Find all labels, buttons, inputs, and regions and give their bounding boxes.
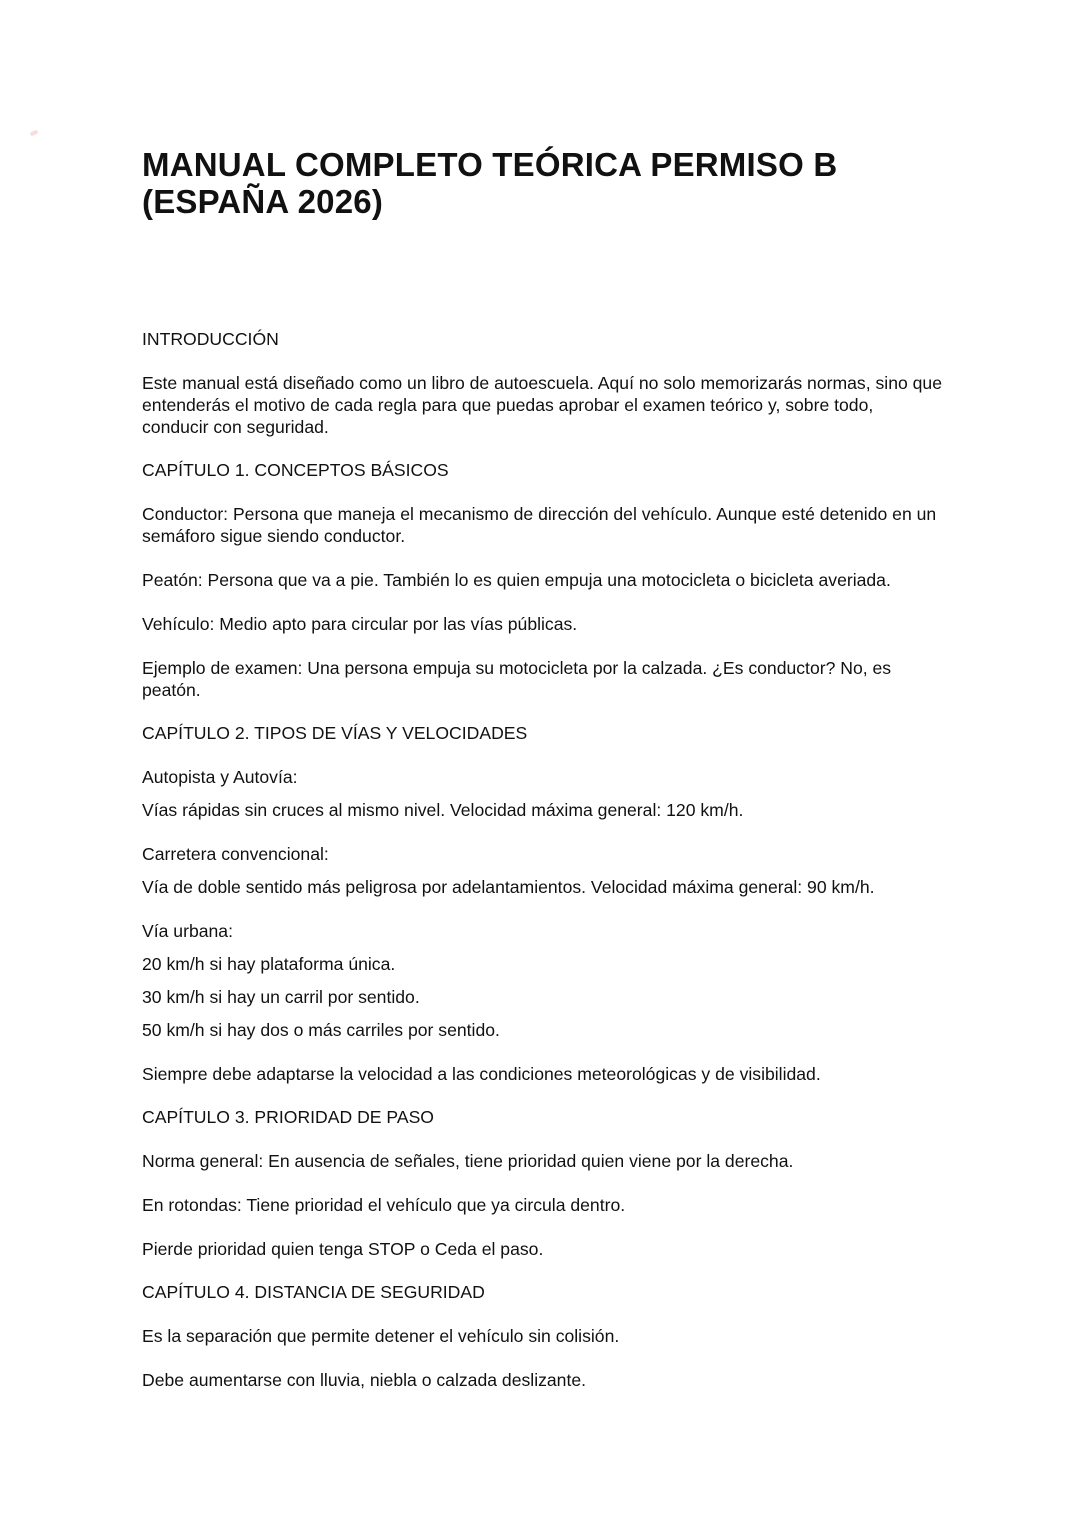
pen-mark bbox=[30, 129, 39, 136]
urbana-label: Vía urbana: bbox=[142, 921, 233, 941]
chapter-1-heading: CAPÍTULO 1. CONCEPTOS BÁSICOS bbox=[142, 460, 449, 480]
safety-distance-increase: Debe aumentarse con lluvia, niebla o calzada deslizante. bbox=[142, 1370, 587, 1390]
safety-distance-definition: Es la separación que permite detener el vehículo sin colisión. bbox=[142, 1326, 620, 1346]
priority-roundabouts: En rotondas: Tiene prioridad el vehículo que ya circula dentro. bbox=[142, 1195, 626, 1215]
intro-paragraph: Este manual está diseñado como un libro de autoescuela. Aquí no solo memorizarás normas, sino que entenderás el motivo de cada regla para que puedas aprobar el examen teórico y, sobre todo, conducir con seguridad. bbox=[142, 373, 942, 437]
definition-vehiculo: Vehículo: Medio apto para circular por las vías públicas. bbox=[142, 614, 578, 634]
chapter-2-heading: CAPÍTULO 2. TIPOS DE VÍAS Y VELOCIDADES bbox=[142, 723, 528, 743]
priority-general-rule: Norma general: En ausencia de señales, tiene prioridad quien viene por la derecha. bbox=[142, 1151, 794, 1171]
exam-example: Ejemplo de examen: Una persona empuja su motocicleta por la calzada. ¿Es conductor? No, es peatón. bbox=[142, 658, 892, 700]
chapter-3-heading: CAPÍTULO 3. PRIORIDAD DE PASO bbox=[142, 1107, 434, 1127]
urbana-item: 30 km/h si hay un carril por sentido. bbox=[142, 987, 420, 1007]
autopista-label: Autopista y Autovía: bbox=[142, 767, 298, 787]
autopista-text: Vías rápidas sin cruces al mismo nivel. Velocidad máxima general: 120 km/h. bbox=[142, 800, 744, 820]
definition-peaton: Peatón: Persona que va a pie. También lo es quien empuja una motocicleta o bicicleta averiada. bbox=[142, 570, 891, 590]
page-content bbox=[142, 146, 942, 1391]
priority-lost: Pierde prioridad quien tenga STOP o Ceda el paso. bbox=[142, 1239, 544, 1259]
document-title: MANUAL COMPLETO TEÓRICA PERMISO B (ESPAÑA 2026) bbox=[142, 146, 838, 220]
convencional-label: Carretera convencional: bbox=[142, 844, 329, 864]
convencional-text: Vía de doble sentido más peligrosa por adelantamientos. Velocidad máxima general: 90 km/h. bbox=[142, 877, 875, 897]
intro-heading: INTRODUCCIÓN bbox=[142, 329, 279, 349]
urbana-item: 50 km/h si hay dos o más carriles por sentido. bbox=[142, 1020, 500, 1040]
definition-conductor: Conductor: Persona que maneja el mecanismo de dirección del vehículo. Aunque esté detenido en un semáforo sigue siendo conductor. bbox=[142, 504, 937, 546]
adapt-speed-note: Siempre debe adaptarse la velocidad a las condiciones meteorológicas y de visibilidad. bbox=[142, 1064, 821, 1084]
chapter-4-heading: CAPÍTULO 4. DISTANCIA DE SEGURIDAD bbox=[142, 1282, 485, 1302]
urbana-item: 20 km/h si hay plataforma única. bbox=[142, 954, 396, 974]
